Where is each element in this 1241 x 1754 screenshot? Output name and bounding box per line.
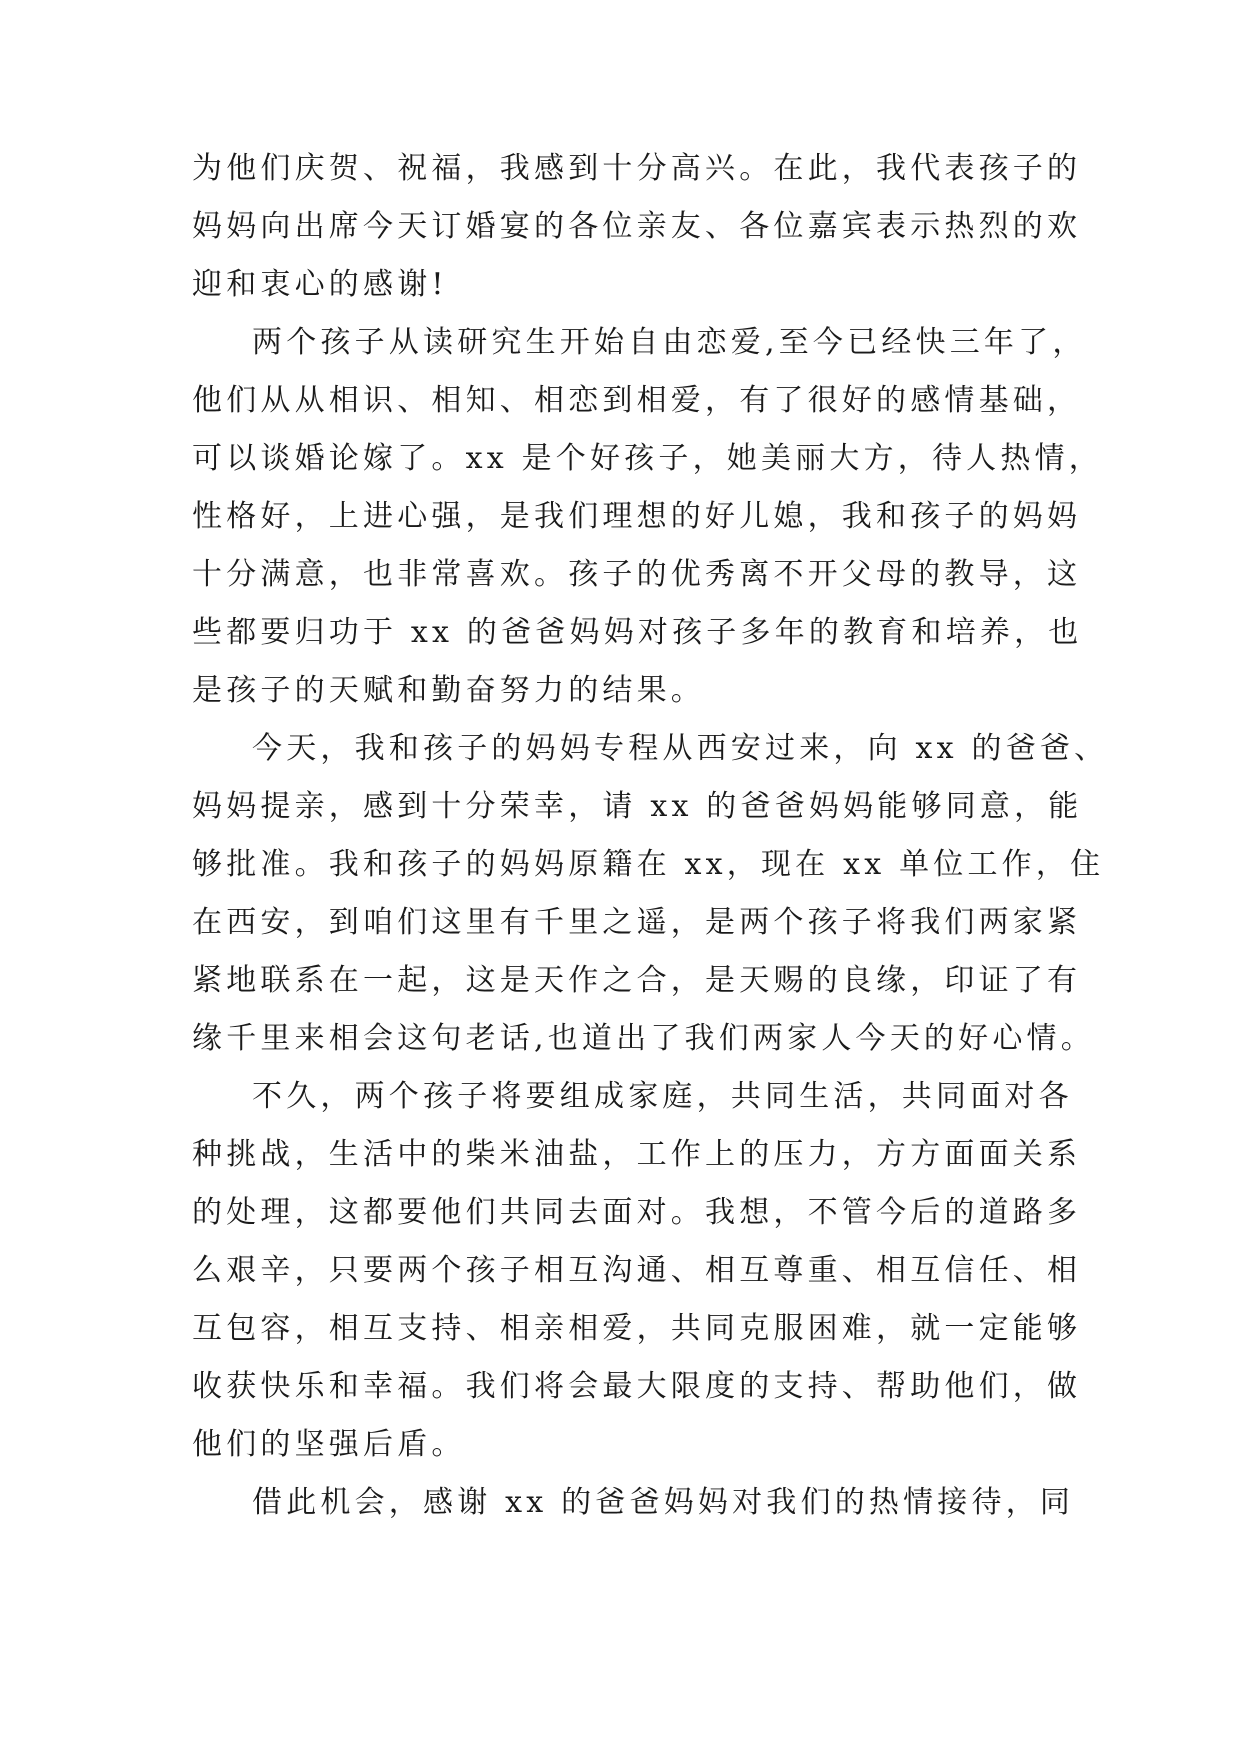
text-line: 种挑战，生活中的柴米油盐，工作上的压力，方方面面关系 bbox=[192, 1137, 1082, 1172]
text-line: 是孩子的天赋和勤奋努力的结果。 bbox=[192, 673, 705, 708]
paragraph-first-line: 两个孩子从读研究生开始自由恋爱,至今已经快三年了， bbox=[252, 325, 1087, 360]
paragraph-first-line: 今天，我和孩子的妈妈专程从西安过来，向 xx 的爸爸、 bbox=[252, 731, 1109, 766]
text-line: 他们从从相识、相知、相恋到相爱，有了很好的感情基础， bbox=[192, 383, 1082, 418]
text-line: 十分满意，也非常喜欢。孩子的优秀离不开父母的教导，这 bbox=[192, 557, 1082, 592]
text-line: 他们的坚强后盾。 bbox=[192, 1427, 466, 1462]
text-line: 够批准。我和孩子的妈妈原籍在 xx，现在 xx 单位工作，住 bbox=[192, 847, 1105, 882]
text-line: 妈妈提亲，感到十分荣幸，请 xx 的爸爸妈妈能够同意，能 bbox=[192, 789, 1083, 824]
text-line: 性格好，上进心强，是我们理想的好儿媳，我和孩子的妈妈 bbox=[192, 499, 1082, 534]
text-line: 紧地联系在一起，这是天作之合，是天赐的良缘，印证了有 bbox=[192, 963, 1082, 998]
text-line: 的处理，这都要他们共同去面对。我想，不管今后的道路多 bbox=[192, 1195, 1082, 1230]
text-line: 么艰辛，只要两个孩子相互沟通、相互尊重、相互信任、相 bbox=[192, 1253, 1082, 1288]
text-line: 迎和衷心的感谢! bbox=[192, 267, 448, 302]
paragraph-first-line: 借此机会，感谢 xx 的爸爸妈妈对我们的热情接待，同 bbox=[252, 1485, 1075, 1520]
text-line: 为他们庆贺、祝福，我感到十分高兴。在此，我代表孩子的 bbox=[192, 151, 1082, 186]
text-line: 在西安，到咱们这里有千里之遥，是两个孩子将我们两家紧 bbox=[192, 905, 1082, 940]
text-line: 些都要归功于 xx 的爸爸妈妈对孩子多年的教育和培养，也 bbox=[192, 615, 1083, 650]
text-line: 互包容，相互支持、相亲相爱，共同克服困难，就一定能够 bbox=[192, 1311, 1082, 1346]
paragraph-first-line: 不久，两个孩子将要组成家庭，共同生活，共同面对各 bbox=[252, 1079, 1073, 1114]
text-line: 可以谈婚论嫁了。xx 是个好孩子，她美丽大方，待人热情， bbox=[192, 441, 1103, 476]
text-line: 收获快乐和幸福。我们将会最大限度的支持、帮助他们，做 bbox=[192, 1369, 1082, 1404]
text-line: 妈妈向出席今天订婚宴的各位亲友、各位嘉宾表示热烈的欢 bbox=[192, 209, 1082, 244]
text-line: 缘千里来相会这句老话,也道出了我们两家人今天的好心情。 bbox=[192, 1021, 1095, 1056]
